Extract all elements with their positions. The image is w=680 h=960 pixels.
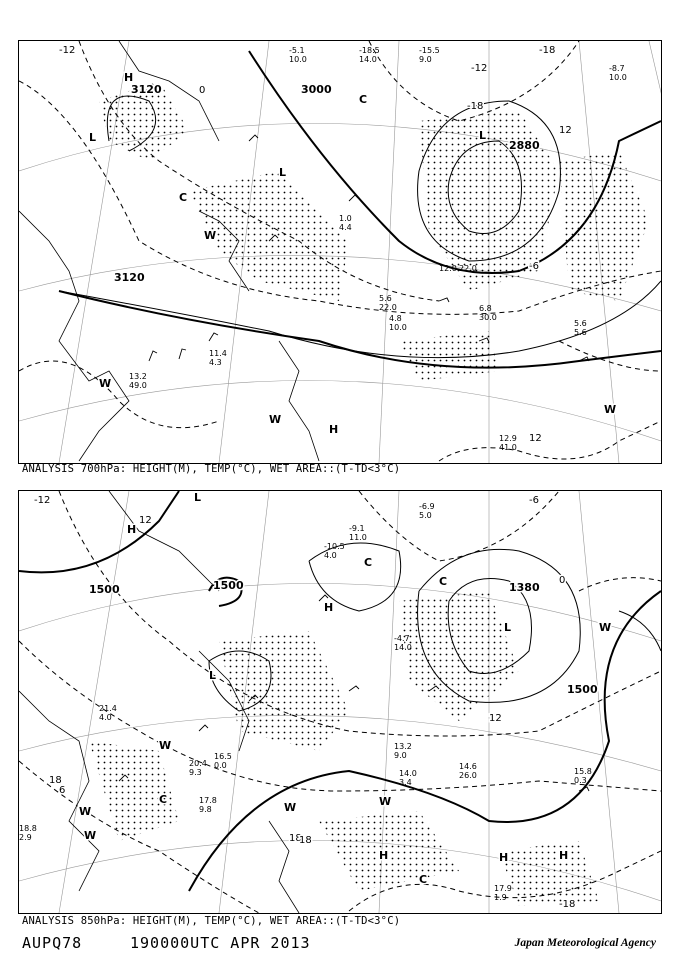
- station-plot: 26.0: [459, 771, 477, 780]
- pressure-center: C: [359, 93, 368, 106]
- station-plot: -18.5: [359, 46, 380, 55]
- station-plot: 4.4: [339, 223, 352, 232]
- station-plot: -5.1: [289, 46, 305, 55]
- station-plot: 2.9: [19, 833, 32, 842]
- station-plot: -6.9: [419, 502, 435, 511]
- station-plot: 4.8: [389, 314, 402, 323]
- pressure-center: L: [209, 669, 217, 682]
- station-plot: 17.8: [199, 796, 217, 805]
- station-plot: 12.0: [439, 264, 457, 273]
- station-plot: 9.0: [419, 55, 432, 64]
- pressure-center: W: [284, 801, 297, 814]
- isotherm-label: -6: [529, 261, 539, 272]
- pressure-center: W: [84, 829, 97, 842]
- station-plot: 4.3: [209, 358, 222, 367]
- station-plot: 5.0: [419, 511, 432, 520]
- station-plot: 5.6: [379, 294, 392, 303]
- height-label: 2880: [509, 139, 540, 152]
- station-plot: 22.0: [459, 264, 477, 273]
- isotherm-label: -18: [467, 101, 484, 112]
- isotherm-label: 18: [299, 835, 312, 846]
- station-plot: 10.0: [609, 73, 627, 82]
- isotherm-label: -12: [59, 45, 76, 56]
- station-plot: 30.0: [479, 313, 497, 322]
- isotherm-label: -6: [529, 495, 539, 506]
- station-plot: 15.8: [574, 767, 592, 776]
- chart-code: AUPQ78: [22, 934, 83, 952]
- station-plot: 12.9: [499, 434, 517, 443]
- height-label: 3120: [131, 83, 162, 96]
- pressure-center: H: [124, 71, 134, 84]
- pressure-center: H: [127, 523, 137, 536]
- station-plot: 11.4: [209, 349, 227, 358]
- chart-panel-850hpa: [18, 490, 662, 914]
- isotherm-label: 6: [59, 785, 66, 796]
- station-plot: 3.4: [399, 778, 412, 787]
- station-plot: 4.0: [324, 551, 337, 560]
- height-label: 3120: [114, 271, 145, 284]
- height-label: 1500: [567, 683, 598, 696]
- station-plot: 4.0: [99, 713, 112, 722]
- pressure-center: C: [439, 575, 448, 588]
- isotherm-label: 18: [289, 833, 302, 844]
- caption-850hpa: ANALYSIS 850hPa: HEIGHT(M), TEMP(°C), WET AREA::(T-TD<3°C): [22, 915, 401, 927]
- pressure-center: W: [379, 795, 392, 808]
- station-plot: 22.0: [379, 303, 397, 312]
- station-plot: 14.0: [399, 769, 417, 778]
- agency-name: Japan Meteorological Agency: [514, 937, 656, 949]
- pressure-center: L: [504, 621, 512, 634]
- station-plot: 0.0: [214, 761, 227, 770]
- isotherm-label: 0: [559, 575, 566, 586]
- station-plot: 21.4: [99, 704, 117, 713]
- station-plot: 9.0: [394, 751, 407, 760]
- station-plot: 14.0: [394, 643, 412, 652]
- station-plot: 5.6: [574, 319, 587, 328]
- isotherm-label: 12: [139, 515, 152, 526]
- station-plot: 41.0: [499, 443, 517, 452]
- station-plot: 14.0: [359, 55, 377, 64]
- isotherm-label: -12: [34, 495, 51, 506]
- height-label: 1500: [213, 579, 244, 592]
- station-plot: 1.9: [494, 893, 507, 902]
- pressure-center: L: [89, 131, 97, 144]
- station-plot: 13.2: [129, 372, 147, 381]
- station-plot: 5.6: [574, 328, 587, 337]
- pressure-center: H: [559, 849, 569, 862]
- pressure-center: W: [159, 739, 172, 752]
- pressure-center: W: [604, 403, 617, 416]
- pressure-center: C: [179, 191, 188, 204]
- pressure-center: W: [99, 377, 112, 390]
- isotherm-label: 12: [529, 433, 542, 444]
- pressure-center: H: [329, 423, 339, 436]
- chart-panel-700hpa: [18, 40, 662, 464]
- station-plot: 16.5: [214, 752, 232, 761]
- pressure-center: C: [364, 556, 373, 569]
- isotherm-label: -18: [559, 899, 576, 910]
- station-plot: 14.6: [459, 762, 477, 771]
- pressure-center: W: [79, 805, 92, 818]
- pressure-center: C: [419, 873, 428, 886]
- station-plot: 17.9: [494, 884, 512, 893]
- station-plot: -15.5: [419, 46, 440, 55]
- caption-700hpa: ANALYSIS 700hPa: HEIGHT(M), TEMP(°C), WET AREA::(T-TD<3°C): [22, 463, 401, 475]
- isotherm-label: 18: [49, 775, 62, 786]
- isotherm-label: 12: [489, 713, 502, 724]
- pressure-center: W: [269, 413, 282, 426]
- pressure-center: W: [599, 621, 612, 634]
- station-plot: 10.0: [389, 323, 407, 332]
- station-plot: 9.8: [199, 805, 212, 814]
- pressure-center: H: [379, 849, 389, 862]
- isotherm-label: -18: [539, 45, 556, 56]
- station-plot: 11.0: [349, 533, 367, 542]
- station-plot: 10.0: [289, 55, 307, 64]
- station-plot: -4.7: [394, 634, 410, 643]
- map-850hpa: [19, 491, 661, 913]
- pressure-center: L: [194, 491, 202, 504]
- station-plot: 1.0: [339, 214, 352, 223]
- station-plot: -10.5: [324, 542, 345, 551]
- station-plot: -9.1: [349, 524, 365, 533]
- pressure-center: L: [479, 129, 487, 142]
- isotherm-label: 0: [199, 85, 206, 96]
- isotherm-label: -12: [471, 63, 488, 74]
- station-plot: 13.2: [394, 742, 412, 751]
- station-plot: 9.3: [189, 768, 202, 777]
- station-plot: 18.8: [19, 824, 37, 833]
- isotherm-label: 12: [559, 125, 572, 136]
- pressure-center: H: [324, 601, 334, 614]
- pressure-center: L: [279, 166, 287, 179]
- height-label: 3000: [301, 83, 332, 96]
- station-plot: 20.4: [189, 759, 207, 768]
- pressure-center: W: [204, 229, 217, 242]
- map-700hpa: [19, 41, 661, 463]
- height-label: 1500: [89, 583, 120, 596]
- chart-datetime: 190000UTC APR 2013: [130, 934, 311, 952]
- pressure-center: C: [159, 793, 168, 806]
- height-label: 1380: [509, 581, 540, 594]
- station-plot: 49.0: [129, 381, 147, 390]
- station-plot: -8.7: [609, 64, 625, 73]
- station-plot: 0.3: [574, 776, 587, 785]
- pressure-center: H: [499, 851, 509, 864]
- station-plot: 6.8: [479, 304, 492, 313]
